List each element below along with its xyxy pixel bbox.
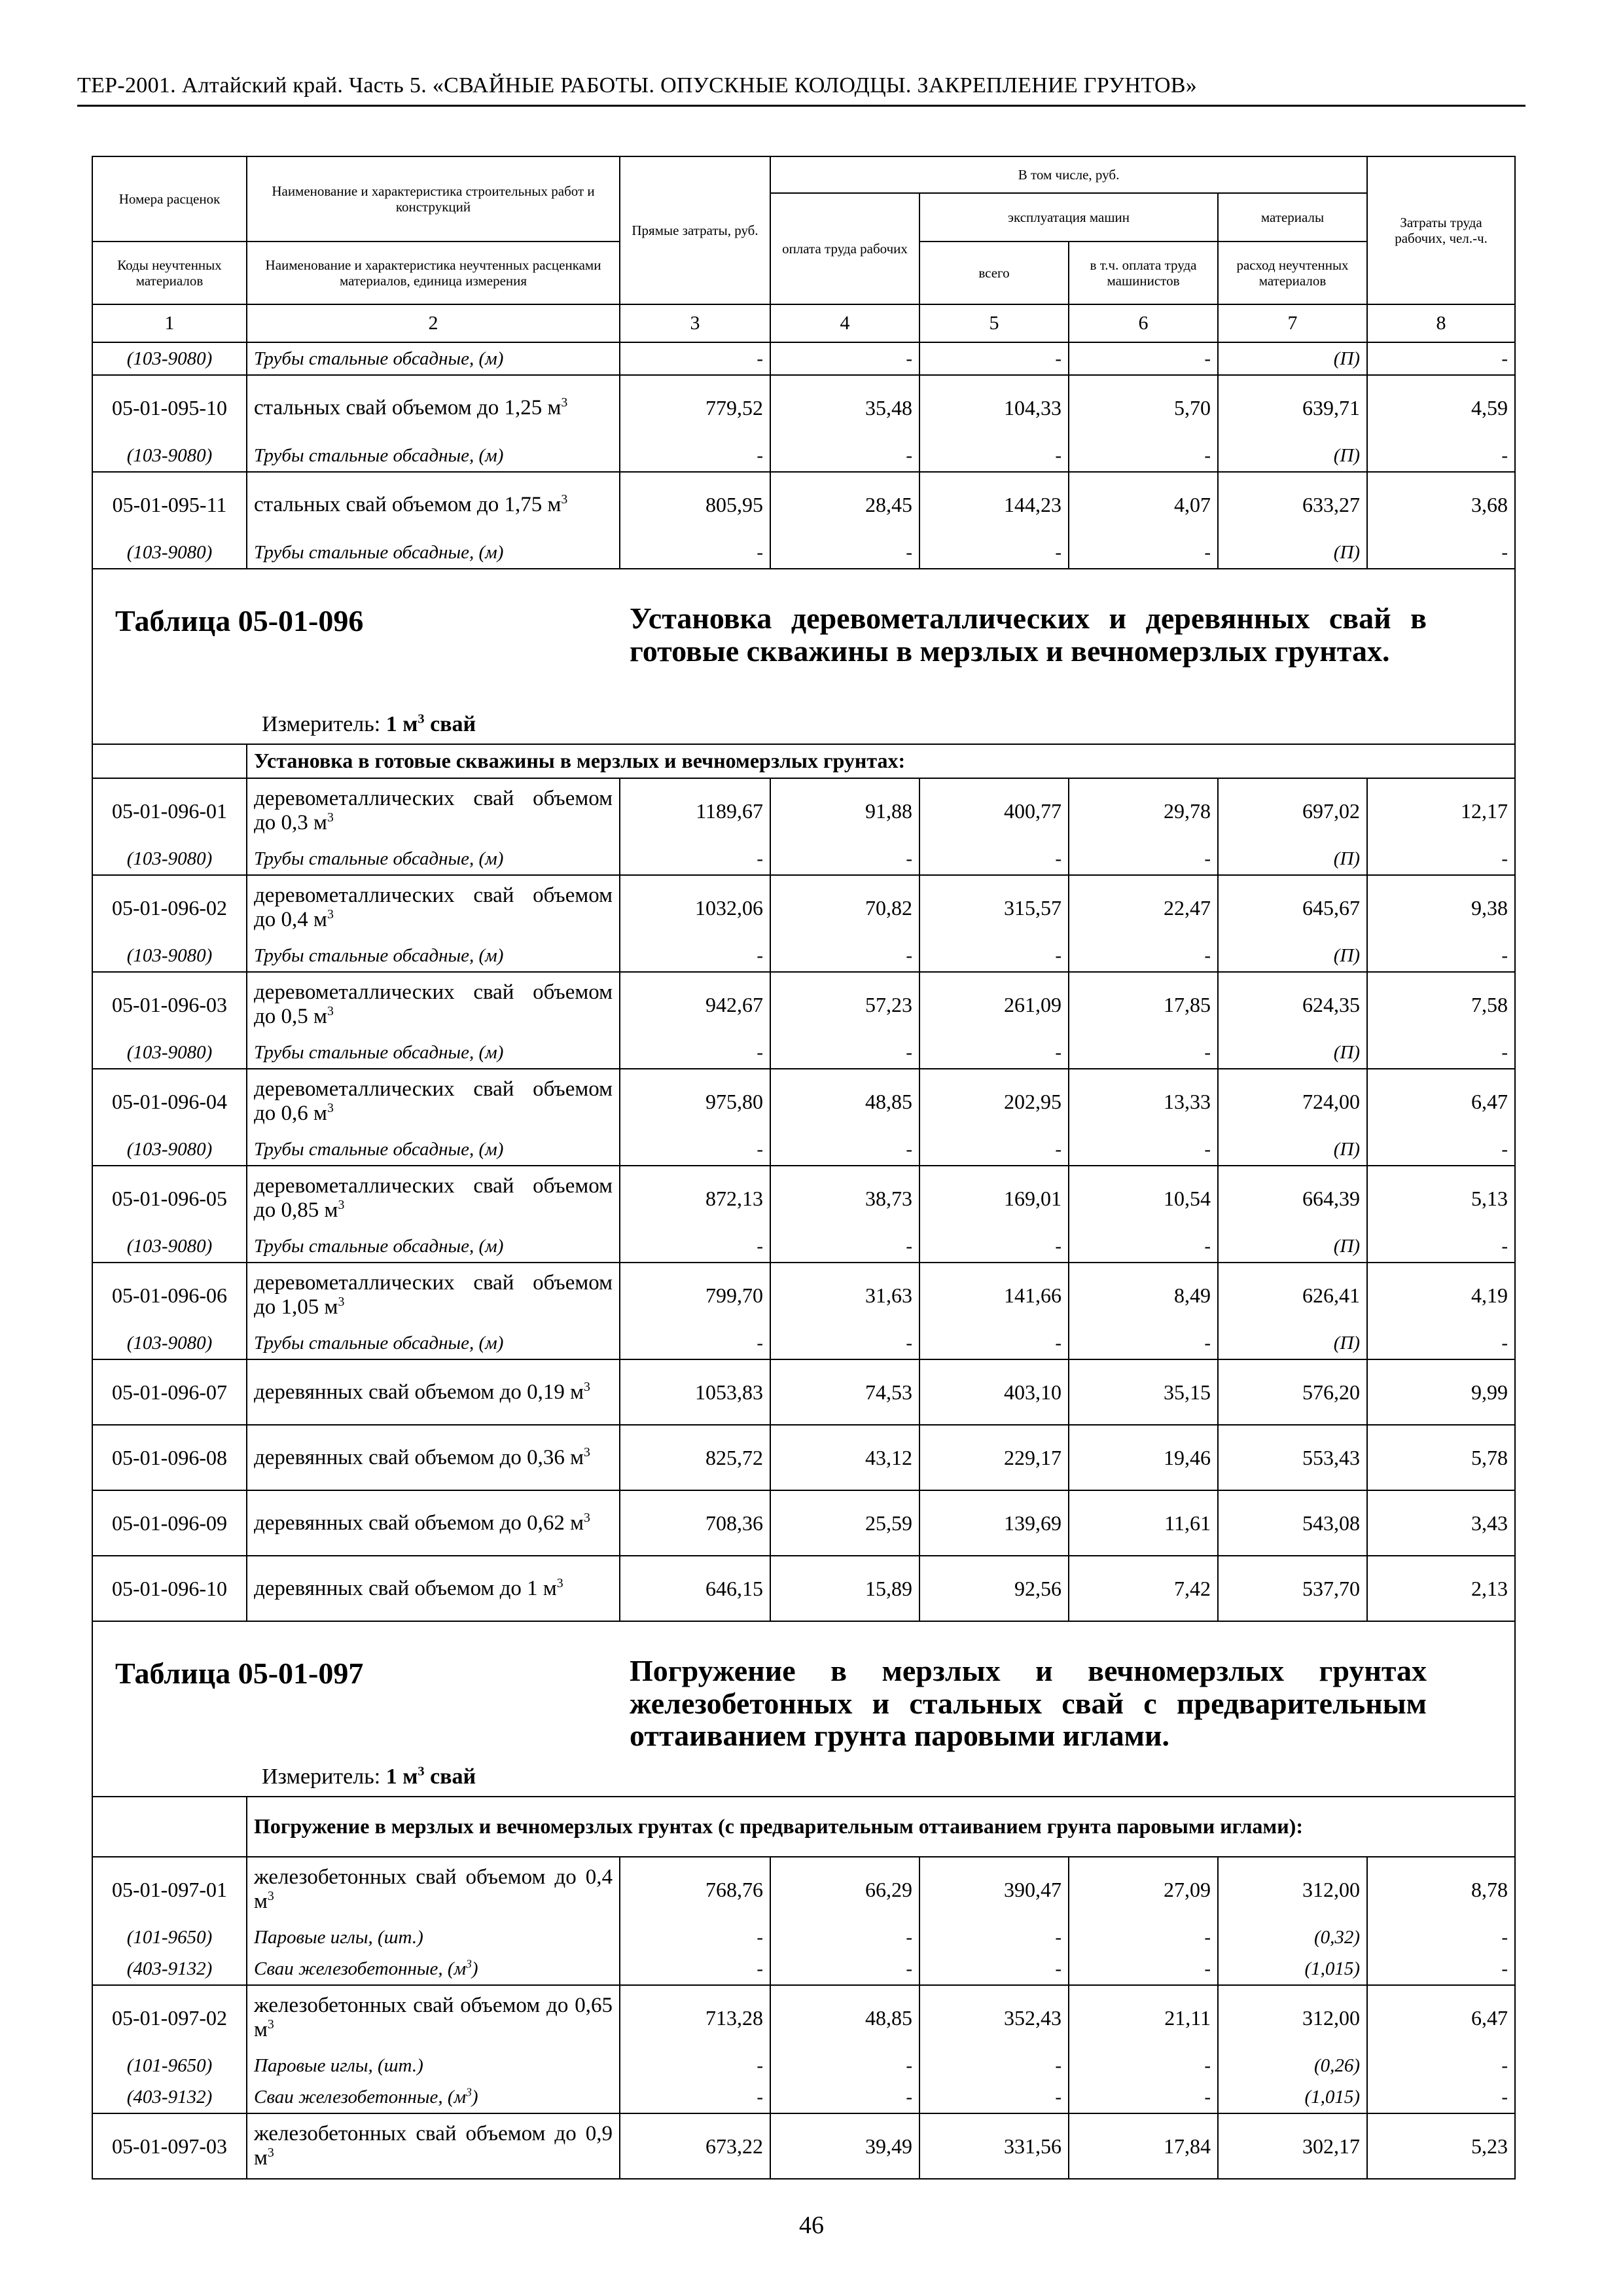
material-row: (103-9080) Трубы стальные обсадные, (м) - - - - (П) - <box>92 1134 1515 1166</box>
rate-row: 05-01-096-03 деревометаллических свай объемом до 0,5 $м^3$ 942,67 57,23 261,09 17,85 624,35 7,58 <box>92 972 1515 1037</box>
col-num-7: 7 <box>1218 304 1367 342</box>
rate-row: 05-01-096-09 деревянных свай объемом до 0,62 $м^3$ 708,36 25,59 139,69 11,61 543,08 3,43 <box>92 1490 1515 1556</box>
material-row: (101-9650) Паровые иглы, (шт.) - - - - (0,26) - <box>92 2050 1515 2081</box>
col-worker-pay: оплата труда рабочих <box>770 193 919 304</box>
table-097-heading <box>92 1621 1515 1797</box>
col-machine-operation: эксплуатация машин <box>919 193 1218 242</box>
col-num-6: 6 <box>1069 304 1218 342</box>
rate-row: 05-01-096-06 деревометаллических свай объемом до 1,05 $м^3$ 799,70 31,63 141,66 8,49 626,41 4,19 <box>92 1263 1515 1327</box>
rate-row: 05-01-096-01 деревометаллических свай объемом до 0,3 $м^3$ 1189,67 91,88 400,77 29,78 697,02 12,17 <box>92 778 1515 843</box>
page-header: ТЕР-2001. Алтайский край. Часть 5. «СВАЙНЫЕ РАБОТЫ. ОПУСКНЫЕ КОЛОДЦЫ. ЗАКРЕПЛЕНИЕ ГРУНТОВ» <box>77 73 1198 98</box>
rate-row: 05-01-095-10 стальных свай объемом до 1,25 $м^3$ 779,52 35,48 104,33 5,70 639,71 4,59 <box>92 375 1515 440</box>
col-including: В том числе, руб. <box>770 156 1367 193</box>
material-row: (103-9080) Трубы стальные обсадные, (м) - - - - (П) - <box>92 440 1515 472</box>
material-row: (103-9080) Трубы стальные обсадные, (м) - - - - (П) - <box>92 342 1515 375</box>
header-rule <box>77 105 1525 107</box>
col-unaccounted-name: Наименование и характеристика неучтенных расценками материалов, единица измерения <box>247 242 620 304</box>
table-096-heading <box>92 569 1515 744</box>
material-row: (103-9080) Трубы стальные обсадные, (м) - - - - (П) - <box>92 1327 1515 1359</box>
table-097-body <box>92 1857 1515 2179</box>
rate-row: 05-01-096-04 деревометаллических свай объемом до 0,6 $м^3$ 975,80 48,85 202,95 13,33 724,00 6,47 <box>92 1069 1515 1134</box>
col-direct-costs: Прямые затраты, руб. <box>620 156 770 304</box>
rate-row: 05-01-097-01 железобетонных свай объемом до 0,4 $м^3$ 768,76 66,29 390,47 27,09 312,00 8,78 <box>92 1857 1515 1922</box>
page-number: 46 <box>799 2212 824 2239</box>
material-row: (103-9080) Трубы стальные обсадные, (м) - - - - (П) - <box>92 1037 1515 1069</box>
col-materials: материалы <box>1218 193 1367 242</box>
material-row: (403-9132) Сваи железобетонные, $(м^3)$ - - - - (1,015) - <box>92 2081 1515 2113</box>
rate-row: 05-01-096-10 деревянных свай объемом до 1 $м^3$ 646,15 15,89 92,56 7,42 537,70 2,13 <box>92 1556 1515 1621</box>
col-num-4: 4 <box>770 304 919 342</box>
material-row: (403-9132) Сваи железобетонные, $(м^3)$ - - - - (1,015) - <box>92 1953 1515 1985</box>
col-rate-numbers: Номера расценок <box>92 156 247 242</box>
rate-row: 05-01-096-07 деревянных свай объемом до 0,19 $м^3$ 1053,83 74,53 403,10 35,15 576,20 9,99 <box>92 1359 1515 1425</box>
table-096-body <box>92 778 1515 1621</box>
col-num-5: 5 <box>919 304 1069 342</box>
col-num-8: 8 <box>1367 304 1515 342</box>
material-row: (103-9080) Трубы стальные обсадные, (м) - - - - (П) - <box>92 843 1515 875</box>
material-row: (101-9650) Паровые иглы, (шт.) - - - - (0,32) - <box>92 1922 1515 1953</box>
table-097-measure: Измеритель: 1 $м^3$ свай <box>262 1764 476 1789</box>
table-097-group: Погружение в мерзлых и вечномерзлых грунтах (с предварительным оттаиванием грунта паровыми иглами): <box>92 1797 1515 1857</box>
col-num-1: 1 <box>92 304 247 342</box>
material-row: (103-9080) Трубы стальные обсадные, (м) - - - - (П) - <box>92 1230 1515 1263</box>
table-096-label: Таблица 05-01-096 <box>115 604 364 637</box>
material-row: (103-9080) Трубы стальные обсадные, (м) - - - - (П) - <box>92 537 1515 569</box>
rate-row: 05-01-095-11 стальных свай объемом до 1,75 $м^3$ 805,95 28,45 144,23 4,07 633,27 3,68 <box>92 472 1515 537</box>
col-unaccounted-codes: Коды неучтенных материалов <box>92 242 247 304</box>
table-096-title: Установка деревометаллических и деревянных свай в готовые скважины в мерзлых и вечномерзлых грунтах. <box>630 601 1427 668</box>
rate-row: 05-01-096-05 деревометаллических свай объемом до 0,85 $м^3$ 872,13 38,73 169,01 10,54 664,39 5,13 <box>92 1166 1515 1230</box>
rate-row: 05-01-097-03 железобетонных свай объемом до 0,9 $м^3$ 673,22 39,49 331,56 17,84 302,17 5,23 <box>92 2113 1515 2179</box>
col-unaccounted-materials: расход неучтенных материалов <box>1218 242 1367 304</box>
material-row: (103-9080) Трубы стальные обсадные, (м) - - - - (П) - <box>92 940 1515 972</box>
rates-table <box>92 156 1516 2179</box>
col-work-name: Наименование и характеристика строительных работ и конструкций <box>247 156 620 242</box>
col-num-3: 3 <box>620 304 770 342</box>
table-096-measure: Измеритель: 1 $м^3$ свай <box>262 711 476 736</box>
rate-row: 05-01-096-08 деревянных свай объемом до 0,36 $м^3$ 825,72 43,12 229,17 19,46 553,43 5,78 <box>92 1425 1515 1490</box>
table-097-label: Таблица 05-01-097 <box>115 1657 364 1690</box>
col-machine-total: всего <box>919 242 1069 304</box>
rate-row: 05-01-097-02 железобетонных свай объемом до 0,65 $м^3$ 713,28 48,85 352,43 21,11 312,00 6,47 <box>92 1985 1515 2050</box>
col-machine-operator-pay: в т.ч. оплата труда машинистов <box>1069 242 1218 304</box>
table-096-group: Установка в готовые скважины в мерзлых и вечномерзлых грунтах: <box>92 744 1515 778</box>
col-labor: Затраты труда рабочих, чел.-ч. <box>1367 156 1515 304</box>
col-num-2: 2 <box>247 304 620 342</box>
rate-row: 05-01-096-02 деревометаллических свай объемом до 0,4 $м^3$ 1032,06 70,82 315,57 22,47 645,67 9,38 <box>92 875 1515 940</box>
table-097-title: Погружение в мерзлых и вечномерзлых грунтах железобетонных и стальных свай с предварительным оттаиванием грунта паровыми иглами. <box>630 1654 1427 1753</box>
